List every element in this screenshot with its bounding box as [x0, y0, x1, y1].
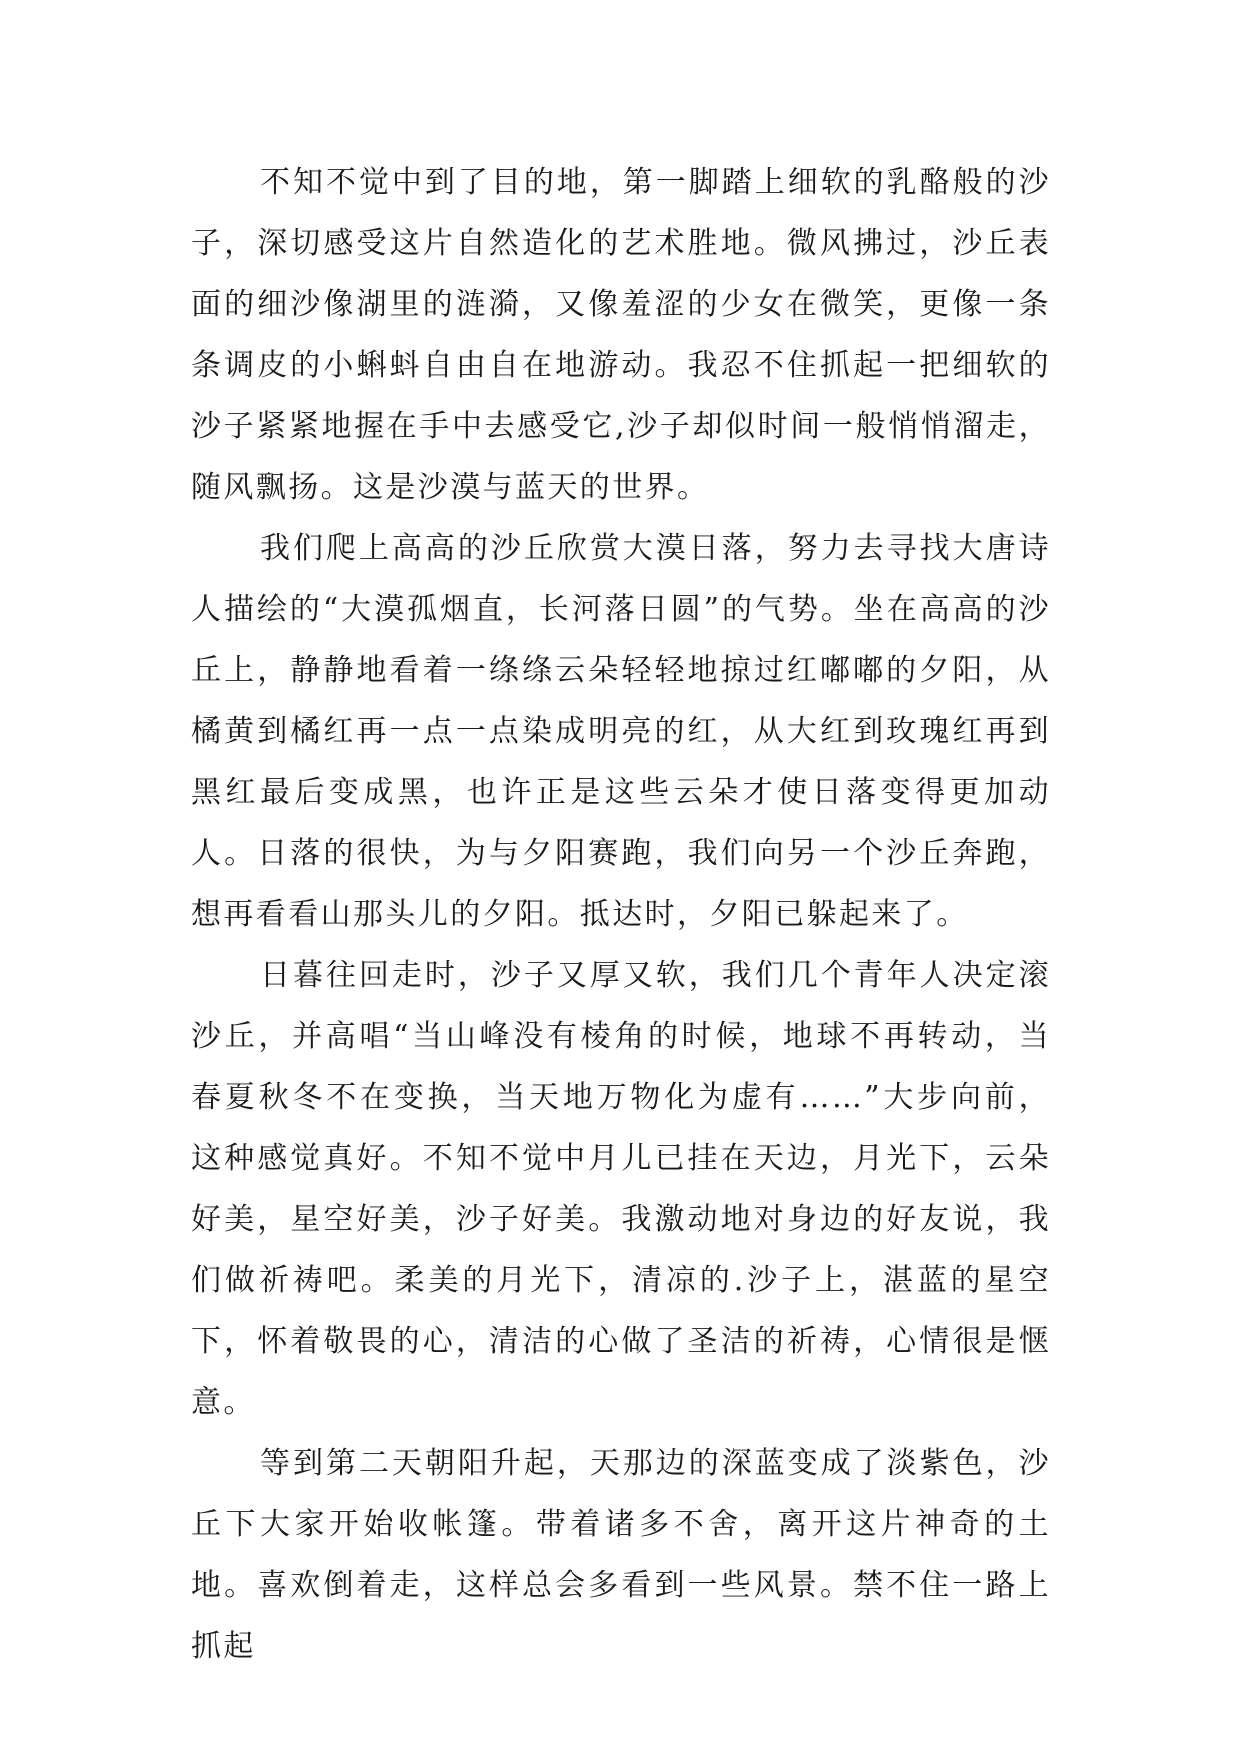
paragraph-1: 不知不觉中到了目的地，第一脚踏上细软的乳酪般的沙子，深切感受这片自然造化的艺术胜地。微风拂过，沙丘表面的细沙像湖里的涟漪，又像羞涩的少女在微笑，更像一条条调皮的小蝌蚪自由自在地游动。我忍不住抓起一把细软的沙子紧紧地握在手中去感受它,沙子却似时间一般悄悄溜走，随风飘扬。这是沙漠与蓝天的世界。 [191, 165, 1051, 505]
paragraph-2: 我们爬上高高的沙丘欣赏大漠日落，努力去寻找大唐诗人描绘的“大漠孤烟直，长河落日圆”的气势。坐在高高的沙丘上，静静地看着一绦绦云朵轻轻地掠过红嘟嘟的夕阳，从橘黄到橘红再一点一点染成明亮的红，从大红到玫瑰红再到黑红最后变成黑，也许正是这些云朵才使日落变得更加动人。日落的很快，为与夕阳赛跑，我们向另一个沙丘奔跑，想再看看山那头儿的夕阳。抵达时，夕阳已躲起来了。 [191, 531, 1051, 932]
document-body [191, 152, 1051, 1677]
paragraph-3: 日暮往回走时，沙子又厚又软，我们几个青年人决定滚沙丘，并高唱“当山峰没有棱角的时候，地球不再转动，当春夏秋冬不在变换，当天地万物化为虚有……”大步向前，这种感觉真好。不知不觉中月儿已挂在天边，月光下，云朵好美，星空好美，沙子好美。我激动地对身边的好友说，我们做祈祷吧。柔美的月光下，清凉的.沙子上，湛蓝的星空下，怀着敬畏的心，清洁的心做了圣洁的祈祷，心情很是惬意。 [191, 958, 1051, 1420]
paragraph-4: 等到第二天朝阳升起，天那边的深蓝变成了淡紫色，沙丘下大家开始收帐篷。带着诸多不舍，离开这片神奇的土地。喜欢倒着走，这样总会多看到一些风景。禁不住一路上抓起 [191, 1446, 1051, 1664]
